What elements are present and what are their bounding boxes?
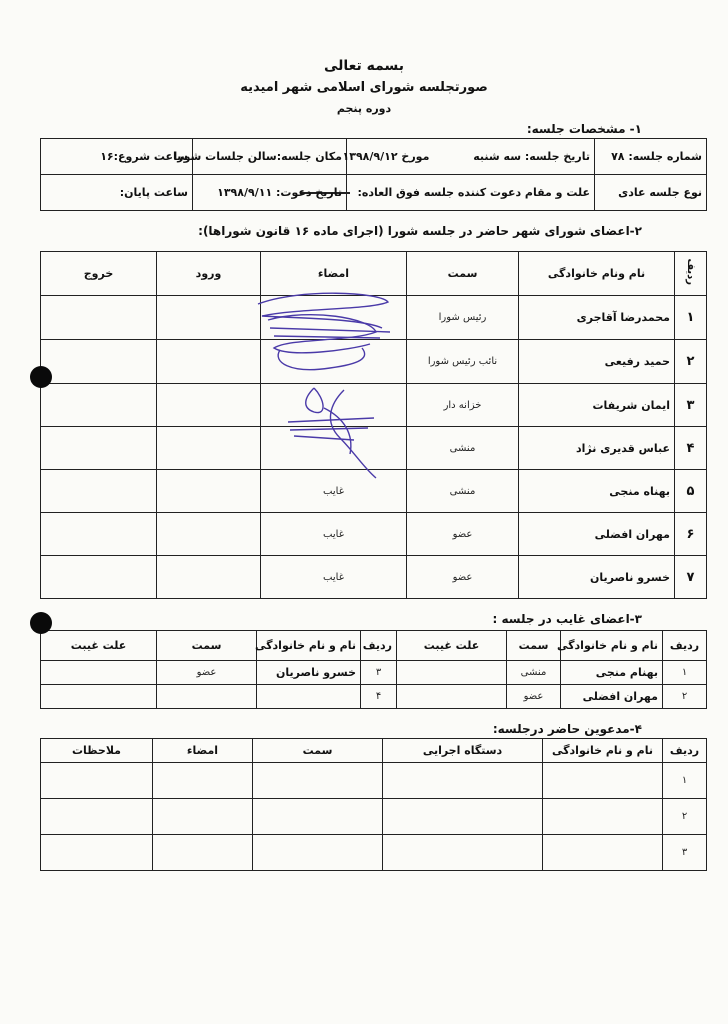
s4-header-agency: دستگاه اجرایی <box>383 739 543 763</box>
member-entry <box>157 296 261 340</box>
invitee-cell <box>253 763 383 799</box>
member-role: منشی <box>407 470 519 513</box>
col-header-entry: ورود <box>157 252 261 296</box>
member-exit <box>41 340 157 384</box>
invitee-row-number: ۲ <box>663 799 707 835</box>
s3-header-name1: نام و نام خانوادگی <box>561 631 663 661</box>
absent-reason <box>41 661 157 685</box>
member-role: عضو <box>407 556 519 599</box>
table-row <box>41 799 707 835</box>
invitee-cell <box>383 835 543 871</box>
absent-name: مهران افضلی <box>561 685 663 709</box>
invitee-cell <box>41 799 153 835</box>
member-role: عضو <box>407 513 519 556</box>
invitee-row-number: ۱ <box>663 763 707 799</box>
absent-reason <box>41 685 157 709</box>
table-row <box>41 513 707 556</box>
member-entry <box>157 556 261 599</box>
invitee-cell <box>41 763 153 799</box>
row-number: ۳ <box>675 384 707 427</box>
document-title: صورتجلسه شورای اسلامی شهر امیدیه <box>240 80 488 95</box>
invitee-cell <box>543 835 663 871</box>
member-role: منشی <box>407 427 519 470</box>
table-row <box>41 556 707 599</box>
extraordinary-reason <box>347 175 595 211</box>
row-number: ۷ <box>675 556 707 599</box>
col-header-row: ردیف <box>675 252 707 296</box>
member-entry <box>157 384 261 427</box>
term-label: دوره پنجم <box>336 102 392 115</box>
absent-members-table <box>40 630 707 709</box>
section1-title: ۱- مشخصات جلسه: <box>526 122 642 136</box>
absent-row-number: ۱ <box>663 661 707 685</box>
member-name: عباس قدیری نژاد <box>519 427 675 470</box>
member-name: حمید رفیعی <box>519 340 675 384</box>
row-number: ۱ <box>675 296 707 340</box>
absent-row-number: ۴ <box>361 685 397 709</box>
member-signature: غایب <box>261 513 407 556</box>
absent-reason <box>397 685 507 709</box>
meeting-location: مکان جلسه:سالن جلسات شورا <box>193 139 347 175</box>
s4-header-notes: ملاحظات <box>41 739 153 763</box>
member-role: خزانه دار <box>407 384 519 427</box>
invitee-cell <box>253 799 383 835</box>
row-number: ۲ <box>675 340 707 384</box>
member-exit <box>41 470 157 513</box>
end-time: ساعت پایان: <box>41 175 193 211</box>
member-name: بهناه منجی <box>519 470 675 513</box>
table-row <box>41 661 707 685</box>
s4-header-row: ردیف <box>663 739 707 763</box>
absent-name: بهنام منجی <box>561 661 663 685</box>
meeting-details-table <box>40 138 707 211</box>
row-number: ۵ <box>675 470 707 513</box>
member-entry <box>157 427 261 470</box>
invitee-cell <box>253 835 383 871</box>
absent-role: منشی <box>507 661 561 685</box>
invitee-cell <box>383 763 543 799</box>
member-role: نائب رئیس شورا <box>407 340 519 384</box>
meeting-number: شماره جلسه: ۷۸ <box>595 139 707 175</box>
invitee-cell <box>153 799 253 835</box>
member-signature: غایب <box>261 470 407 513</box>
col-header-exit: خروج <box>41 252 157 296</box>
member-exit <box>41 384 157 427</box>
member-entry <box>157 513 261 556</box>
col-header-role: سمت <box>407 252 519 296</box>
member-name: خسرو ناصریان <box>519 556 675 599</box>
member-exit <box>41 513 157 556</box>
s3-header-row2: ردیف <box>361 631 397 661</box>
table-row <box>41 835 707 871</box>
invitee-cell <box>543 799 663 835</box>
absent-role <box>157 685 257 709</box>
invite-date: تاریخ دعوت: ۱۳۹۸/۹/۱۱ <box>193 175 347 211</box>
s3-header-name2: نام و نام خانوادگی <box>257 631 361 661</box>
extraordinary-reason-label: علت و مقام دعوت کننده جلسه فوق العاده: <box>357 186 590 199</box>
member-name: محمدرضا آقاجری <box>519 296 675 340</box>
absent-name <box>257 685 361 709</box>
invitees-table <box>40 738 707 871</box>
member-name: ایمان شریفات <box>519 384 675 427</box>
basmala: بسمه تعالی <box>323 58 405 74</box>
section3-title: ۳-اعضای غایب در جلسه : <box>492 612 642 626</box>
invitee-cell <box>383 799 543 835</box>
signature-2 <box>284 378 394 488</box>
table-row <box>41 763 707 799</box>
row-number: ۴ <box>675 427 707 470</box>
member-exit <box>41 427 157 470</box>
s3-header-row1: ردیف <box>663 631 707 661</box>
absent-reason <box>397 661 507 685</box>
s4-header-signature: امضاء <box>153 739 253 763</box>
member-exit <box>41 556 157 599</box>
start-time: ساعت شروع:۱۶ <box>41 139 193 175</box>
member-entry <box>157 340 261 384</box>
col-header-signature: امضاء <box>261 252 407 296</box>
absent-row-number: ۳ <box>361 661 397 685</box>
meeting-type: نوع جلسه عادی <box>595 175 707 211</box>
punch-hole-top <box>30 366 52 388</box>
s3-header-role2: سمت <box>157 631 257 661</box>
absent-role: عضو <box>507 685 561 709</box>
invitee-cell <box>153 835 253 871</box>
member-signature: غایب <box>261 556 407 599</box>
signature-1 <box>250 288 400 378</box>
member-name: مهران افضلی <box>519 513 675 556</box>
absent-role: عضو <box>157 661 257 685</box>
meeting-date-cell <box>342 139 595 175</box>
member-role: رئیس شورا <box>407 296 519 340</box>
meeting-dated: مورخ ۱۳۹۸/۹/۱۲ <box>342 150 430 163</box>
invitee-cell <box>41 835 153 871</box>
meeting-date: تاریخ جلسه: سه شنبه <box>473 150 590 163</box>
table-row <box>41 685 707 709</box>
member-exit <box>41 296 157 340</box>
s3-header-reason2: علت غیبت <box>41 631 157 661</box>
invitee-cell <box>543 763 663 799</box>
absent-row-number: ۲ <box>663 685 707 709</box>
s4-header-role: سمت <box>253 739 383 763</box>
s3-header-role1: سمت <box>507 631 561 661</box>
row-number: ۶ <box>675 513 707 556</box>
section2-title: ۲-اعضای شورای شهر حاضر در جلسه شورا (اجرای ماده ۱۶ قانون شوراها): <box>198 224 642 238</box>
absent-name: خسرو ناصریان <box>257 661 361 685</box>
invitee-row-number: ۳ <box>663 835 707 871</box>
invitee-cell <box>153 763 253 799</box>
section4-title: ۴-مدعوین حاضر درجلسه: <box>492 722 642 736</box>
punch-hole-bottom <box>30 612 52 634</box>
s4-header-name: نام و نام خانوادگی <box>543 739 663 763</box>
s3-header-reason1: علت غیبت <box>397 631 507 661</box>
col-header-name: نام ونام خانوادگی <box>519 252 675 296</box>
member-entry <box>157 470 261 513</box>
